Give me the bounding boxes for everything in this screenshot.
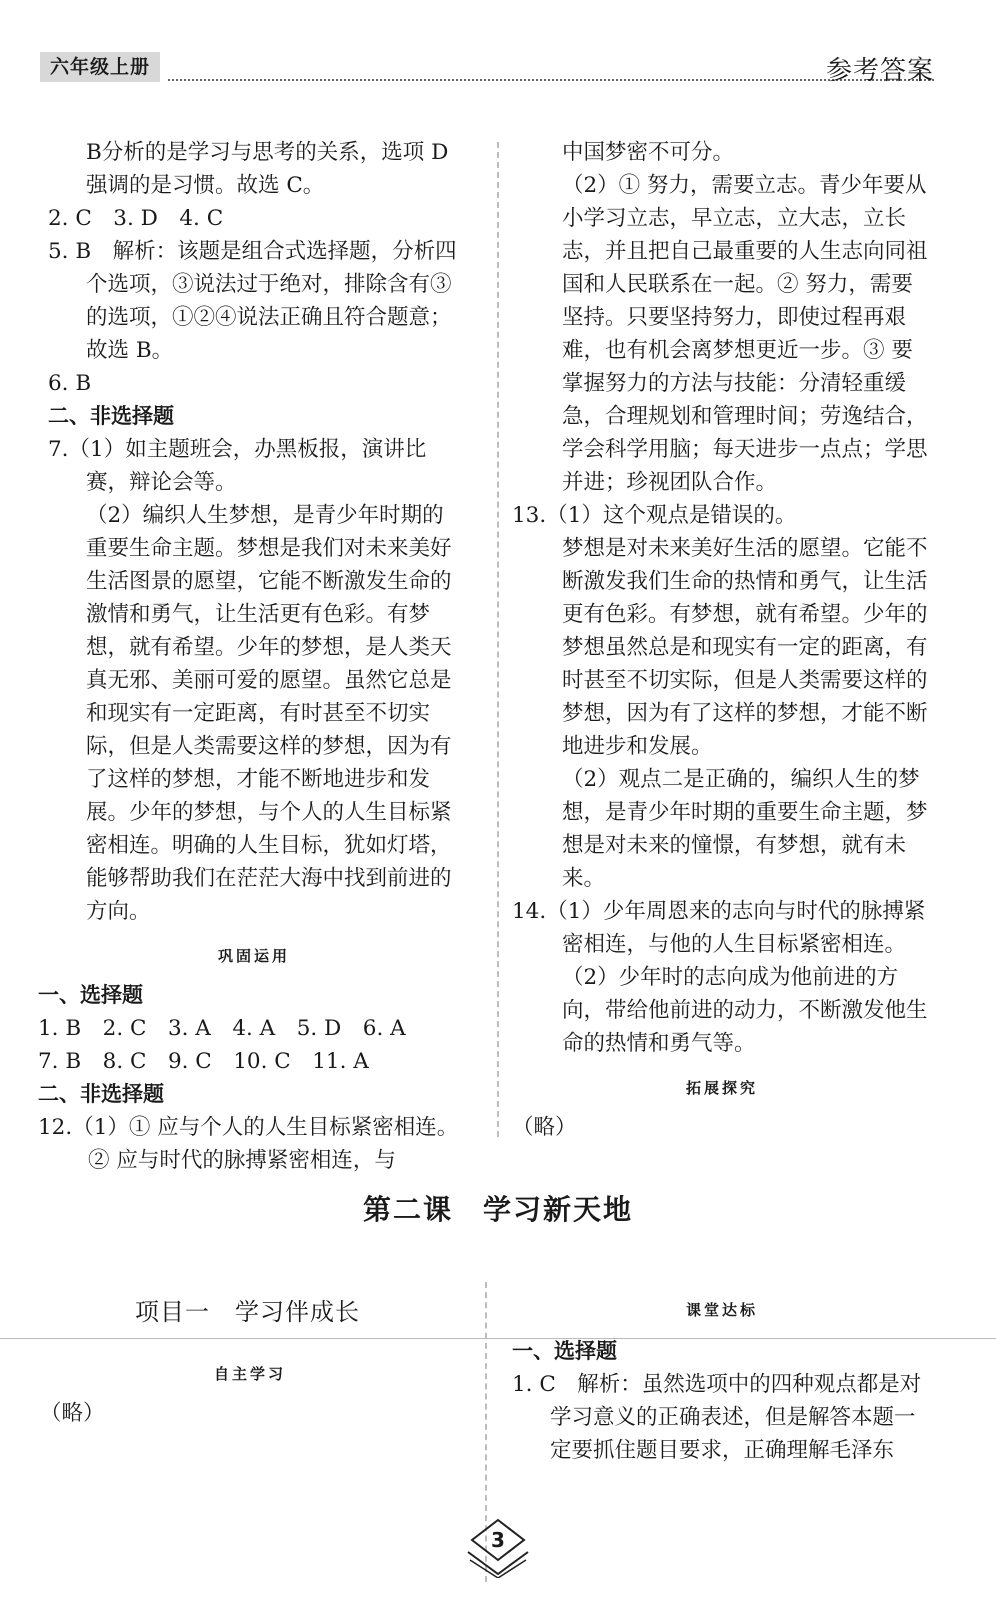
- subheading: 自主学习: [213, 1365, 286, 1383]
- grade-tab: 六年级上册: [40, 52, 160, 82]
- page-number: 3: [491, 1528, 505, 1552]
- section-heading: 一、选择题: [512, 1339, 617, 1363]
- header-rule: [168, 79, 934, 81]
- answer-line: 7. B 8. C 9. C 10. C 11. A: [38, 1049, 369, 1074]
- paragraph: 中国梦密不可分。: [562, 140, 735, 165]
- answer-item: 13.（1）这个观点是错误的。: [512, 503, 797, 528]
- answer-item: 5. B 解析：该题是组合式选择题，分析四个选项，③说法过于绝对，排除含有③的选项，①②④说法正确且符合题意；故选 B。: [48, 239, 457, 363]
- answer-item: 1. C 解析：虽然选项中的四种观点都是对学习意义的正确表述，但是解答本题一定要抓住题目要求，正确理解毛泽东: [512, 1372, 922, 1463]
- paragraph: B分析的是学习与思考的关系，选项 D: [86, 140, 449, 165]
- answer-item: 14.（1）少年周恩来的志向与时代的脉搏紧密相连，与他的人生目标紧密相连。: [512, 899, 926, 957]
- right-column: [512, 136, 932, 1144]
- answer-line: 2. C 3. D 4. C: [48, 206, 224, 231]
- answer-line: 6. B: [48, 371, 92, 396]
- bottom-right-column: [512, 1282, 932, 1467]
- page-header: [0, 0, 996, 90]
- paragraph: （2）编织人生梦想，是青少年时期的重要生命主题。梦想是我们对未来美好生活图景的愿望，它能不断激发生命的激情和勇气，让生活更有色彩。有梦想，就有希望。少年的梦想，是人类天真无邪、美丽可爱的愿望。虽然它总是和现实有一定距离，有时甚至不切实际，但是人类需要这样的梦想，因为有了这样的梦想，才能不断地进步和发展。少年的梦想，与个人的人生目标紧密相连。明确的人生目标，犹如灯塔，能够帮助我们在茫茫大海中找到前进的方向。: [86, 503, 452, 924]
- paragraph: （2）观点二是正确的，编织人生的梦想，是青少年时期的重要生命主题，梦想是对未来的憧憬，有梦想，就有未来。: [562, 767, 928, 891]
- subheading: 课堂达标: [685, 1301, 758, 1319]
- answer-item: 12.（1）① 应与个人的人生目标紧密相连。② 应与时代的脉搏紧密相连，与: [38, 1115, 459, 1173]
- paragraph: （2）少年时的志向成为他前进的方向，带给他前进的动力，不断激发他生命的热情和勇气等。: [562, 965, 928, 1056]
- project-title: 项目一 学习伴成长: [135, 1298, 360, 1326]
- paragraph: 梦想是对未来美好生活的愿望。它能不断激发我们生命的热情和勇气，让生活更有色彩。有梦想，就有希望。少年的梦想虽然总是和现实有一定的距离，有时甚至不切实际，但是人类需要这样的梦想，因为有了这样的梦想，才能不断地进步和发展。: [562, 536, 928, 759]
- bottom-left-column: [40, 1346, 460, 1430]
- section-heading: 二、非选择题: [48, 404, 174, 428]
- column-divider: [497, 142, 499, 1137]
- left-column: [38, 136, 460, 1177]
- paragraph: （略）: [40, 1401, 105, 1426]
- answer-item: 7.（1）如主题班会，办黑板报，演讲比赛，辩论会等。: [48, 437, 427, 495]
- lesson-title: 第二课 学习新天地: [362, 1193, 633, 1226]
- subheading: 拓展探究: [685, 1079, 758, 1097]
- answer-line: 1. B 2. C 3. A 4. A 5. D 6. A: [38, 1016, 406, 1041]
- paragraph: （略）: [512, 1115, 577, 1140]
- paragraph: 强调的是习惯。故选 C。: [86, 173, 325, 198]
- header-title: 参考答案: [825, 56, 934, 86]
- subheading: 巩固运用: [217, 947, 290, 965]
- page-number-badge: [448, 1518, 548, 1578]
- paragraph: （2）① 努力，需要立志。青少年要从小学习立志，早立志，立大志，立长志，并且把自己最重要的人生志向同祖国和人民联系在一起。② 努力，需要坚持。只要坚持努力，即使过程再艰难，也有机会离梦想更近一步。③ 要掌握努力的方法与技能：分清轻重缓急，合理规划和管理时间；劳逸结合，学会科学用脑；每天进步一点点；学思并进；珍视团队合作。: [562, 173, 928, 495]
- section-heading: 二、非选择题: [38, 1082, 164, 1106]
- section-heading: 一、选择题: [38, 983, 143, 1007]
